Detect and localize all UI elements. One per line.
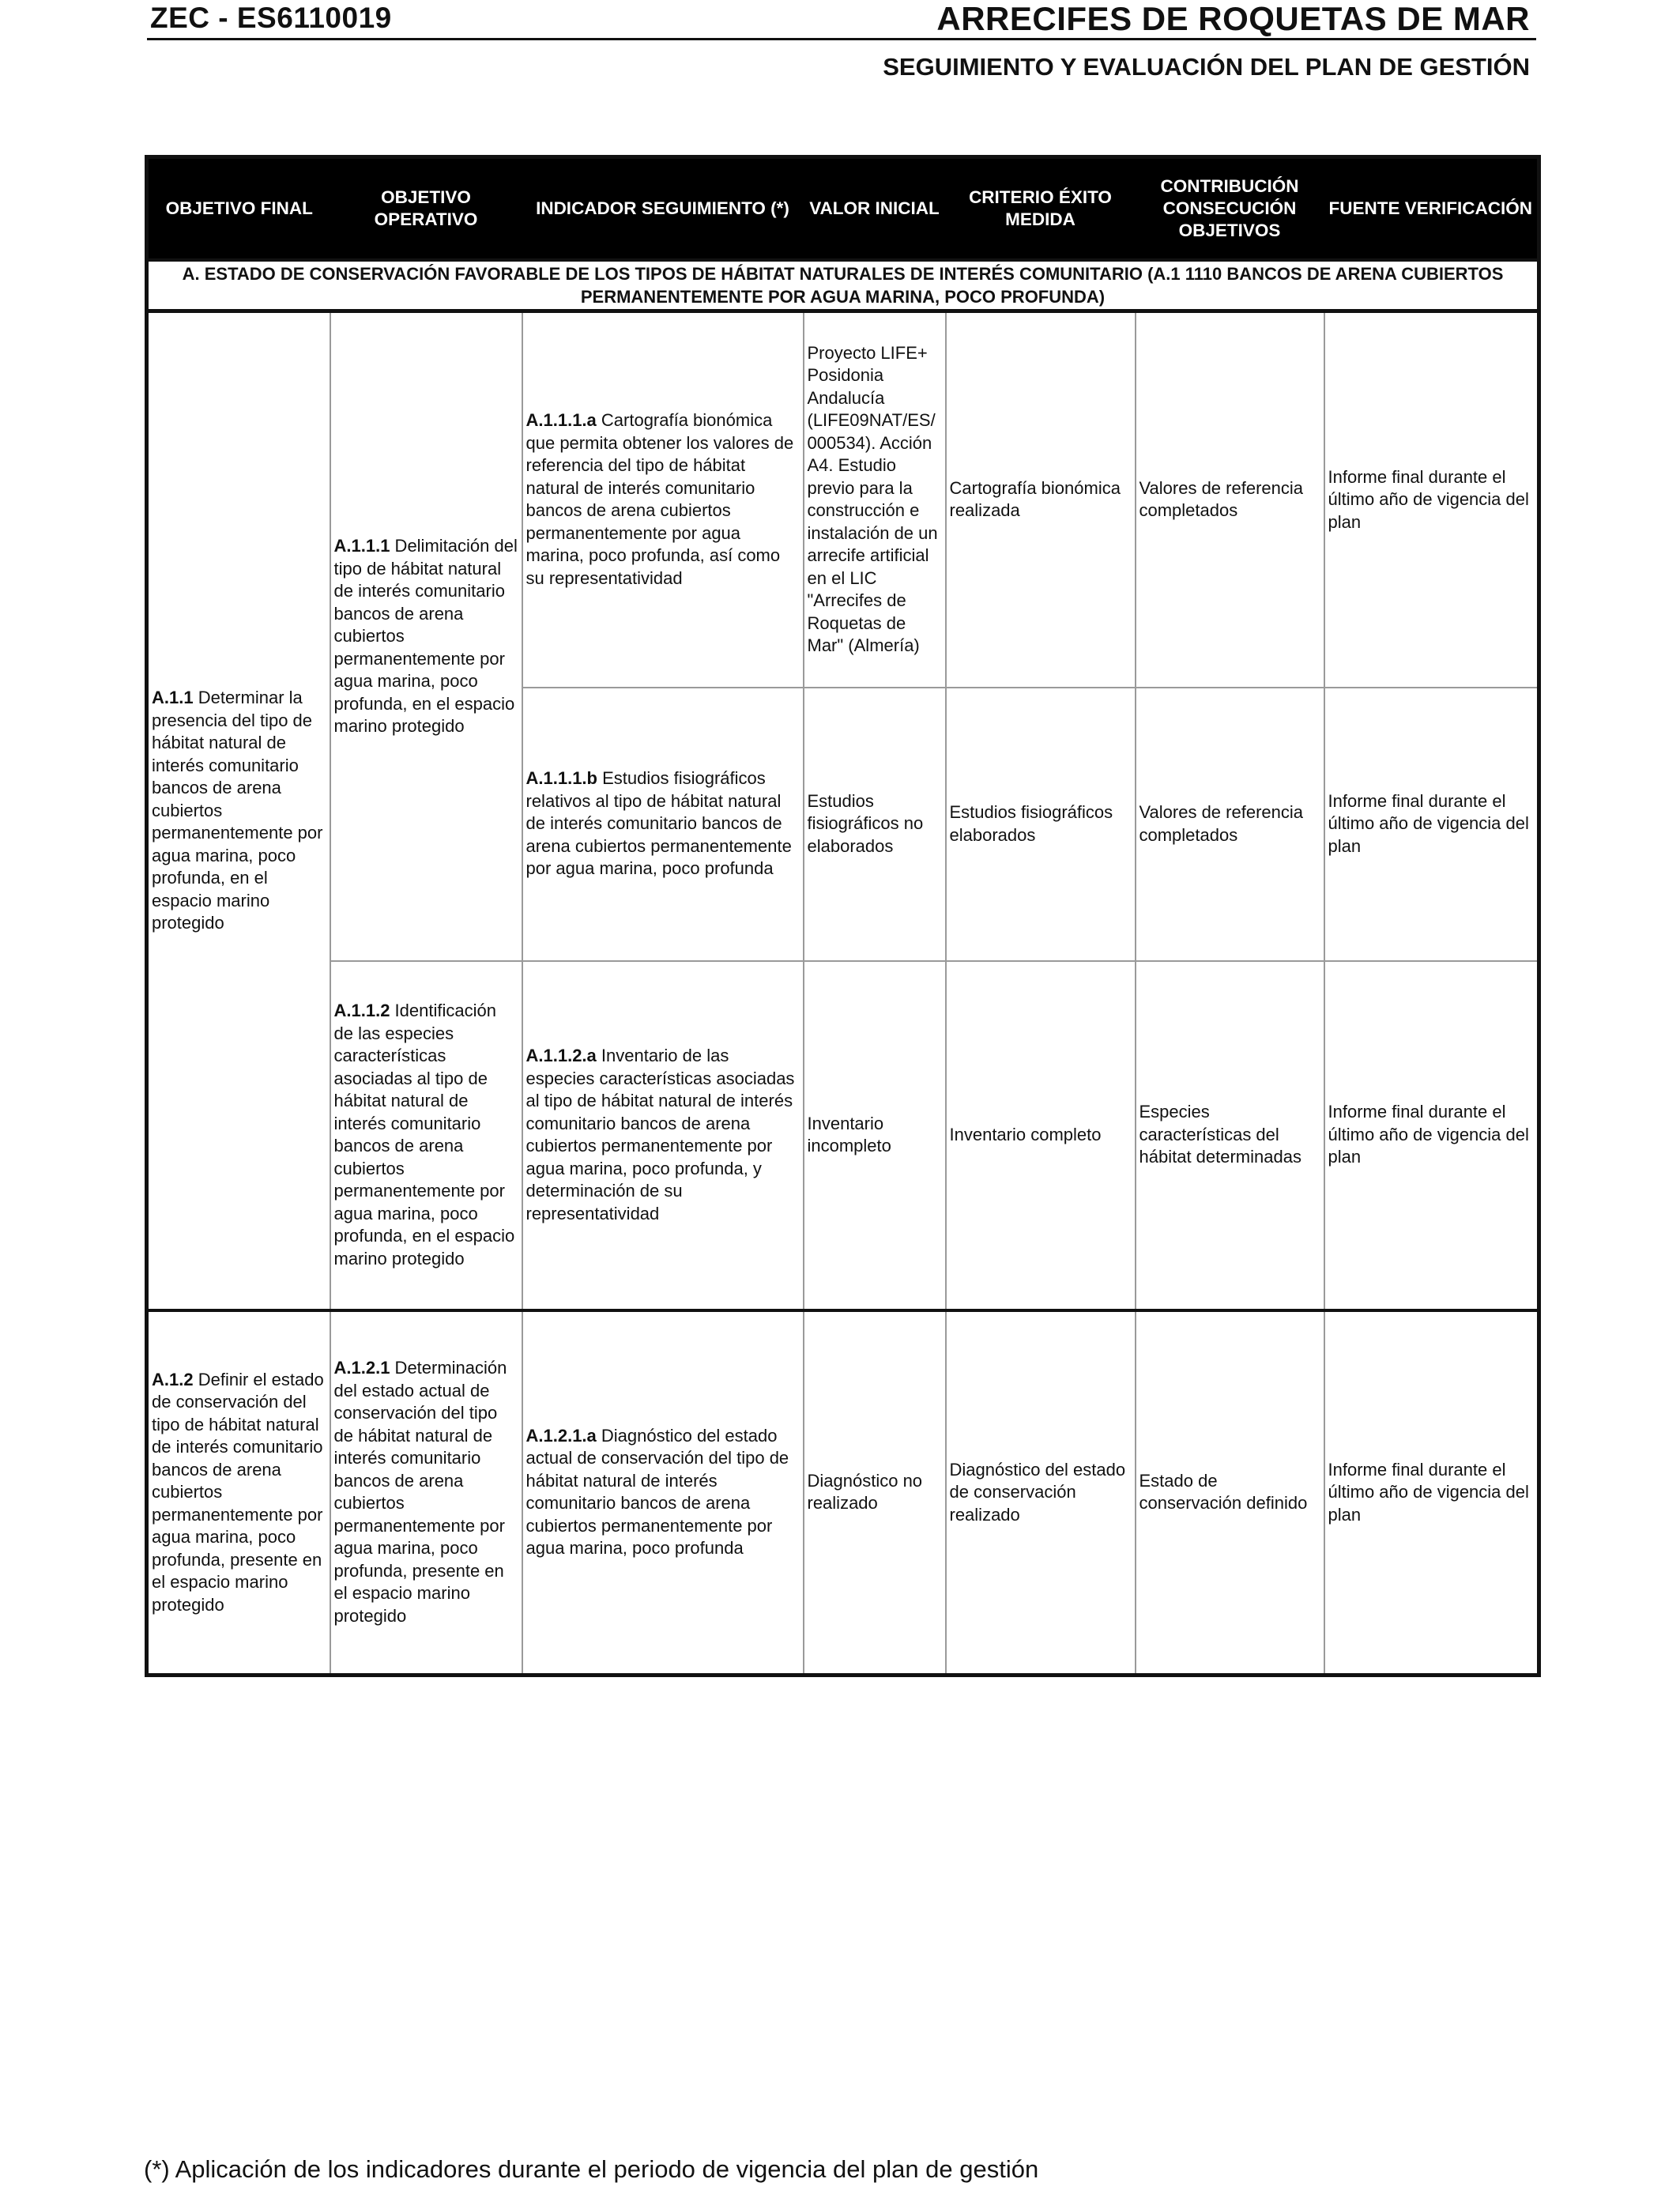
verification-cell: Informe final durante el último año de vigencia del plan [1324, 961, 1539, 1310]
column-header-indicador: INDICADOR SEGUIMIENTO (*) [522, 157, 804, 261]
indicator-text: Estudios fisiográficos relativos al tipo de hábitat natural de interés comunitario bancos de arena cubiertos permanentemente por agua marina, poco profunda [525, 768, 792, 879]
operative-objective-code: A.1.2.1 [333, 1358, 390, 1378]
contribution-cell: Especies características del hábitat determinadas [1136, 961, 1324, 1310]
operative-objective-cell [330, 1310, 522, 1676]
final-objective-code: A.1.1 [152, 688, 194, 707]
column-header-contribucion: CONTRIBUCIÓN CONSECUCIÓN OBJETIVOS [1136, 157, 1324, 261]
table-row [147, 961, 1539, 1310]
column-header-objetivo-operativo: OBJETIVO OPERATIVO [330, 157, 522, 261]
document-subtitle: SEGUIMIENTO Y EVALUACIÓN DEL PLAN DE GESTIÓN [883, 53, 1530, 81]
contribution-cell: Valores de referencia completados [1136, 688, 1324, 961]
site-name: ARRECIFES DE ROQUETAS DE MAR [936, 0, 1530, 37]
operative-objective-cell [330, 311, 522, 961]
indicator-cell [522, 1310, 804, 1676]
initial-value-cell: Estudios fisiográficos no elaborados [804, 688, 946, 961]
indicator-cell [522, 961, 804, 1310]
footnote: (*) Aplicación de los indicadores durante el periodo de vigencia del plan de gestión [144, 2155, 1039, 2183]
contribution-cell: Valores de referencia completados [1136, 311, 1324, 688]
initial-value-cell: Proyecto LIFE+ Posidonia Andalucía (LIFE09NAT/ES/ 000534). Acción A4. Estudio previo para la construcción e instalación de un arrecife artificial en el LIC "Arrecifes de Roquetas de Mar" (Almería) [804, 311, 946, 688]
header-rule [147, 38, 1536, 40]
indicator-code: A.1.1.1.a [525, 410, 597, 431]
indicator-code: A.1.2.1.a [525, 1425, 597, 1446]
indicator-text: Inventario de las especies características asociadas al tipo de hábitat natural de interés comunitario bancos de arena cubiertos permanentemente por agua marina, poco profunda, y determinación de su representatividad [525, 1046, 795, 1223]
contribution-cell: Estado de conservación definido [1136, 1310, 1324, 1676]
initial-value-cell: Inventario incompleto [804, 961, 946, 1310]
table-row [147, 1310, 1539, 1676]
final-objective-cell [147, 311, 330, 1310]
table-row [147, 311, 1539, 688]
success-criterion-cell: Inventario completo [946, 961, 1136, 1310]
column-header-criterio: CRITERIO ÉXITO MEDIDA [946, 157, 1136, 261]
operative-objective-text: Identificación de las especies características asociadas al tipo de hábitat natural de interés comunitario bancos de arena cubiertos permanentemente por agua marina, poco profunda, en el espacio marino protegido [333, 1001, 515, 1269]
indicator-code: A.1.1.1.b [525, 768, 597, 789]
verification-cell: Informe final durante el último año de vigencia del plan [1324, 688, 1539, 961]
section-title: A. ESTADO DE CONSERVACIÓN FAVORABLE DE LOS TIPOS DE HÁBITAT NATURALES DE INTERÉS COMUNITARIO (A.1 1110 BANCOS DE ARENA CUBIERTOS PERMANENTEMENTE POR AGUA MARINA, POCO PROFUNDA) [147, 260, 1539, 311]
indicator-text: Cartografía bionómica que permita obtener los valores de referencia del tipo de hábitat natural de interés comunitario bancos de arena cubiertos permanentemente por agua marina, poco profunda, así como su representatividad [525, 410, 794, 588]
column-header-fuente: FUENTE VERIFICACIÓN [1324, 157, 1539, 261]
final-objective-text: Definir el estado de conservación del tipo de hábitat natural de interés comunitario bancos de arena cubiertos permanentemente por agua marina, poco profunda, presente en el espacio marino protegido [152, 1369, 324, 1615]
operative-objective-text: Determinación del estado actual de conservación del tipo de hábitat natural de interés comunitario bancos de arena cubiertos permanentemente por agua marina, poco profunda, presente en el espacio marino protegido [333, 1358, 507, 1626]
operative-objective-cell [330, 961, 522, 1310]
monitoring-table [145, 155, 1541, 1677]
success-criterion-cell: Diagnóstico del estado de conservación realizado [946, 1310, 1136, 1676]
section-row [147, 260, 1539, 311]
verification-cell: Informe final durante el último año de vigencia del plan [1324, 1310, 1539, 1676]
final-objective-cell [147, 1310, 330, 1676]
indicator-text: Diagnóstico del estado actual de conservación del tipo de hábitat natural de interés comunitario bancos de arena cubiertos permanentemente por agua marina, poco profunda [525, 1425, 789, 1559]
operative-objective-text: Delimitación del tipo de hábitat natural de interés comunitario bancos de arena cubiertos permanentemente por agua marina, poco profunda, en el espacio marino protegido [333, 536, 518, 736]
indicator-code: A.1.1.2.a [525, 1046, 597, 1065]
site-code: ZEC - ES6110019 [150, 2, 392, 34]
success-criterion-cell: Estudios fisiográficos elaborados [946, 688, 1136, 961]
operative-objective-code: A.1.1.1 [333, 536, 390, 556]
header-row [147, 157, 1539, 261]
indicator-cell [522, 311, 804, 688]
indicator-cell [522, 688, 804, 961]
verification-cell: Informe final durante el último año de vigencia del plan [1324, 311, 1539, 688]
success-criterion-cell: Cartografía bionómica realizada [946, 311, 1136, 688]
final-objective-code: A.1.2 [152, 1369, 194, 1389]
column-header-objetivo-final: OBJETIVO FINAL [147, 157, 330, 261]
column-header-valor-inicial: VALOR INICIAL [804, 157, 946, 261]
final-objective-text: Determinar la presencia del tipo de hábitat natural de interés comunitario bancos de arena cubiertos permanentemente por agua marina, poco profunda, en el espacio marino protegido [152, 688, 323, 933]
operative-objective-code: A.1.1.2 [333, 1001, 390, 1020]
initial-value-cell: Diagnóstico no realizado [804, 1310, 946, 1676]
